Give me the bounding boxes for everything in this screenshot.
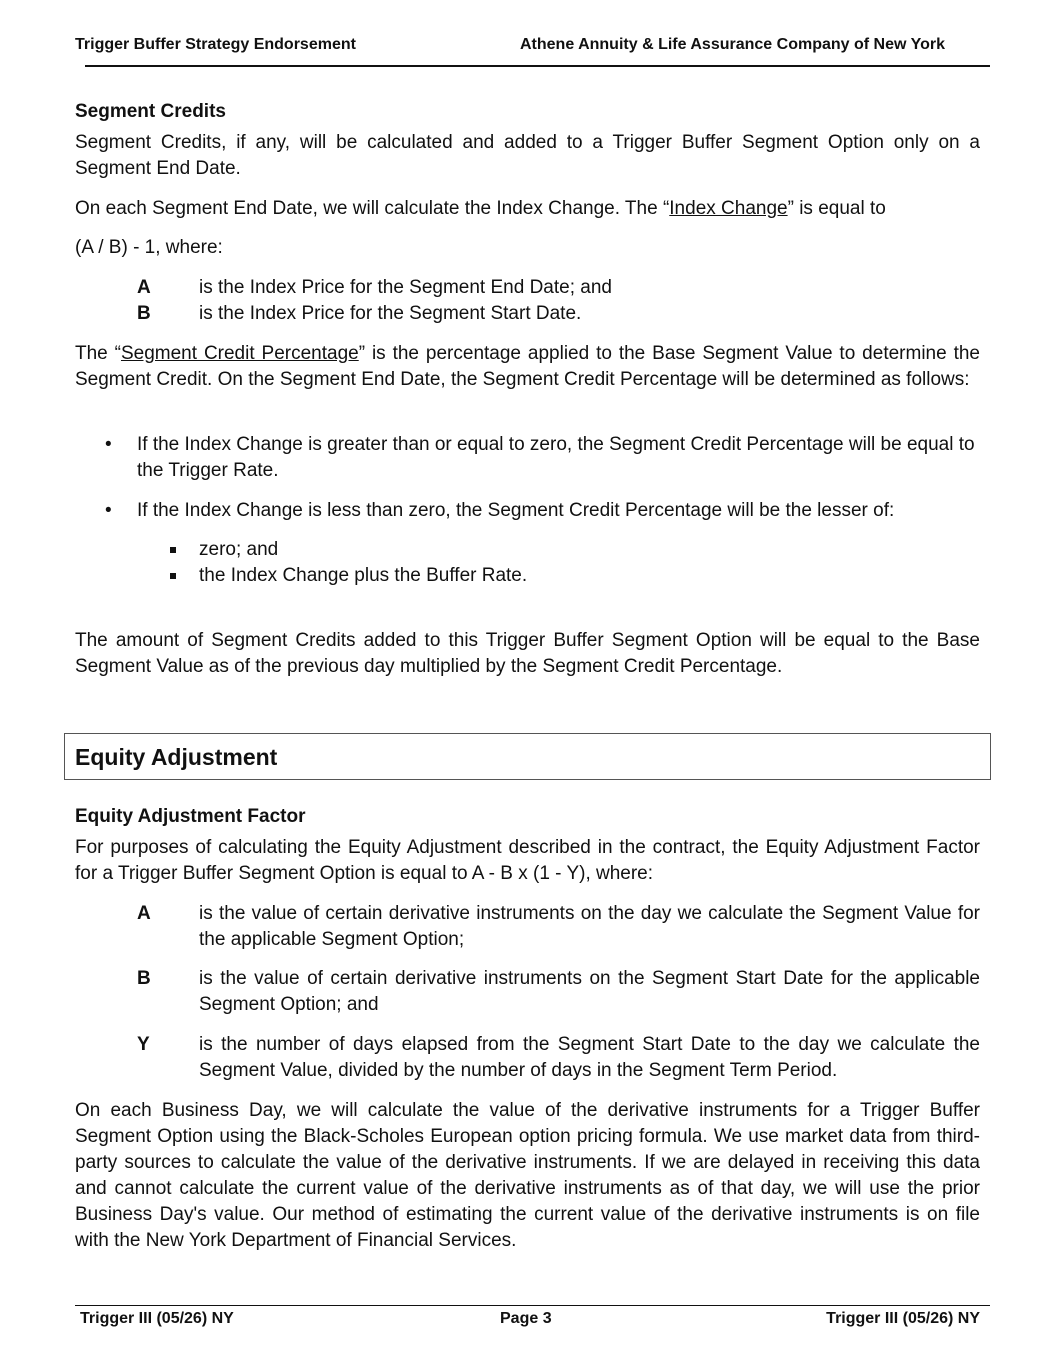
defined-term: Index Change bbox=[669, 198, 788, 219]
paragraph-index-change bbox=[75, 196, 980, 222]
defined-term: Segment Credit Percentage bbox=[120, 343, 359, 364]
def-key: A bbox=[137, 277, 151, 298]
definition-y bbox=[137, 1032, 980, 1084]
paragraph-credit-percentage bbox=[75, 341, 980, 393]
footer-rule bbox=[75, 1305, 990, 1306]
header-title: Trigger Buffer Strategy Endorsement bbox=[75, 36, 356, 53]
footer-left: Trigger III (05/26) NY bbox=[80, 1310, 234, 1327]
page-number: Page 3 bbox=[500, 1310, 552, 1327]
def-key: B bbox=[137, 968, 151, 989]
def-key: B bbox=[137, 303, 151, 324]
definition-a bbox=[137, 275, 980, 301]
paragraph: For purposes of calculating the Equity Adjustment described in the contract, the Equity Adjustment Factor for a Trigger Buffer Segment Option is equal to A - B x (1 - Y), where: bbox=[75, 837, 980, 884]
sub-bullet-item bbox=[170, 537, 980, 563]
square-bullet-icon bbox=[170, 547, 176, 553]
definition-a bbox=[137, 901, 980, 953]
def-value: is the value of certain derivative instruments on the day we calculate the Segment Value for the applicable Segment Option; bbox=[199, 903, 980, 950]
definition-b bbox=[137, 966, 980, 1018]
text: On each Segment End Date, we will calculate the Index Change. The “ bbox=[75, 198, 670, 219]
section-heading-box bbox=[64, 733, 991, 780]
definition-b bbox=[137, 301, 980, 327]
sub-bullet-text: the Index Change plus the Buffer Rate. bbox=[199, 565, 528, 586]
segment-credits-heading: Segment Credits bbox=[75, 101, 226, 122]
paragraph: The amount of Segment Credits added to this Trigger Buffer Segment Option will be equal to the Base Segment Value as of the previous day multiplied by the Segment Credit Percentage. bbox=[75, 630, 980, 677]
square-bullet-icon bbox=[170, 573, 176, 579]
text: ” is equal to bbox=[787, 198, 886, 219]
paragraph: Segment Credits, if any, will be calculated and added to a Trigger Buffer Segment Option only on a Segment End Date. bbox=[75, 132, 980, 179]
def-key: A bbox=[137, 903, 151, 924]
def-value: is the Index Price for the Segment End Date; and bbox=[199, 277, 612, 298]
sub-bullet-item bbox=[170, 563, 980, 589]
header-company: Athene Annuity & Life Assurance Company of New York bbox=[520, 36, 945, 53]
bullet-text: If the Index Change is less than zero, the Segment Credit Percentage will be the lesser of: bbox=[137, 500, 895, 521]
def-value: is the value of certain derivative instruments on the Segment Start Date for the applicable Segment Option; and bbox=[199, 968, 980, 1015]
sub-bullet-text: zero; and bbox=[199, 539, 279, 560]
def-value: is the Index Price for the Segment Start Date. bbox=[199, 303, 582, 324]
text: ” is the percentage applied to the Base Segment Value to determine the Segment Credit. On the Segment End Date, the Segment Credit Percentage will be determined as follows: bbox=[75, 343, 980, 390]
section-heading: Equity Adjustment bbox=[75, 744, 278, 770]
equity-factor-heading: Equity Adjustment Factor bbox=[75, 806, 306, 827]
text: The “ bbox=[75, 343, 121, 364]
bullet-text: If the Index Change is greater than or equal to zero, the Segment Credit Percentage will be equal to the Trigger Rate. bbox=[137, 434, 975, 481]
def-value: is the number of days elapsed from the Segment Start Date to the day we calculate the Segment Value, divided by the number of days in the Segment Term Period. bbox=[199, 1034, 980, 1081]
header-rule bbox=[85, 65, 990, 67]
bullet-icon: • bbox=[105, 500, 112, 521]
def-key: Y bbox=[137, 1034, 150, 1055]
formula: (A / B) - 1, where: bbox=[75, 237, 223, 258]
bullet-item bbox=[105, 432, 980, 484]
paragraph: On each Business Day, we will calculate the value of the derivative instruments for a Trigger Buffer Segment Option using the Black-Scholes European option pricing formula. We use market data from third-party sources to calculate the value of the derivative instruments. If we are delayed in receiving this data and cannot calculate the current value of the derivative instruments as of that day, we will use the prior Business Day's value. Our method of estimating the current value of the derivative instruments is on file with the New York Department of Financial Services. bbox=[75, 1100, 980, 1251]
bullet-icon: • bbox=[105, 434, 112, 455]
bullet-item bbox=[105, 498, 980, 524]
footer-right: Trigger III (05/26) NY bbox=[826, 1310, 980, 1327]
